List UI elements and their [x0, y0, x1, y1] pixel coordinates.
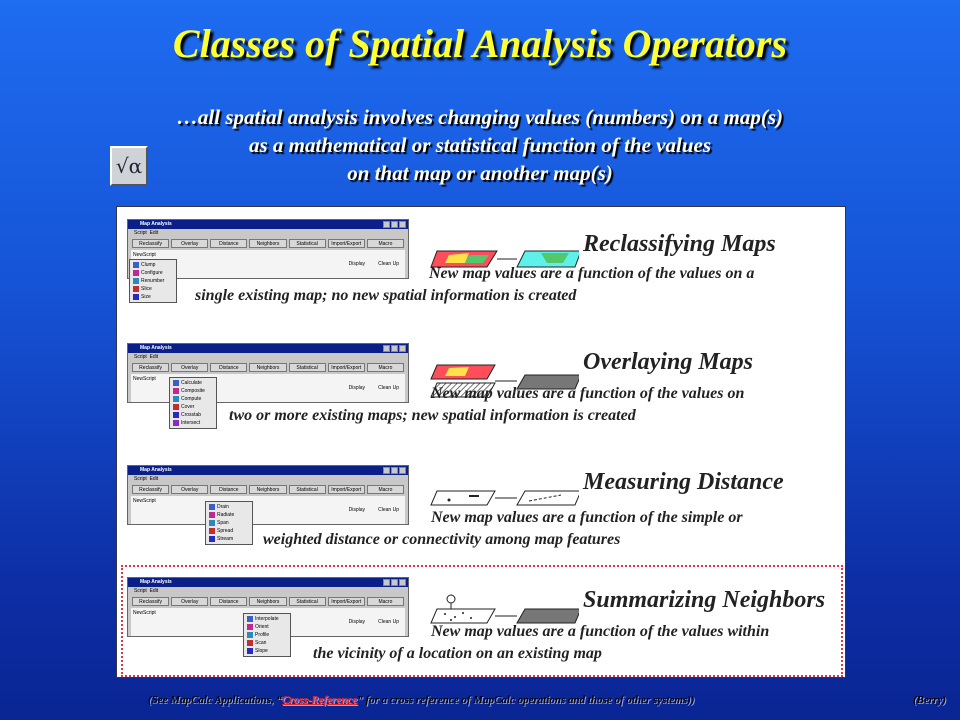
subtitle-line-1: …all spatial analysis involves changing values (numbers) on a map(s) [176, 105, 784, 129]
distance-menu [205, 501, 253, 545]
menu-item[interactable]: Profile [245, 631, 289, 639]
btn-distance[interactable]: Distance [210, 597, 247, 606]
display-label[interactable]: Display [348, 385, 365, 391]
menu-item[interactable]: Composite [171, 387, 215, 395]
btn-neighbors[interactable]: Neighbors [249, 239, 286, 248]
menu-item[interactable]: Scan [245, 639, 289, 647]
operator-desc-1: New map values are a function of the values within [431, 623, 770, 640]
subtitle-line-2: as a mathematical or statistical function of the values [248, 133, 712, 157]
btn-statistical[interactable]: Statistical [289, 363, 326, 372]
footer-suffix: ” for a cross reference of MapCalc operations and those of other systems)) [357, 694, 695, 706]
cleanup-label[interactable]: Clean Up [378, 619, 399, 625]
btn-distance[interactable]: Distance [210, 485, 247, 494]
script-name: NewScript [133, 252, 156, 258]
operator-desc-2: single existing map; no new spatial information is created [195, 287, 577, 304]
menu-item[interactable]: Orient [245, 623, 289, 631]
btn-neighbors[interactable]: Neighbors [249, 597, 286, 606]
script-name: NewScript [133, 610, 156, 616]
btn-distance[interactable]: Distance [210, 239, 247, 248]
btn-macro[interactable]: Macro [367, 239, 404, 248]
operator-row-reclassify [117, 207, 847, 325]
menu-item[interactable]: Radiate [207, 511, 251, 519]
display-label[interactable]: Display [348, 619, 365, 625]
cleanup-label[interactable]: Clean Up [378, 261, 399, 267]
btn-neighbors[interactable]: Neighbors [249, 363, 286, 372]
slide-title: Classes of Spatial Analysis Operators [172, 21, 788, 66]
btn-statistical[interactable]: Statistical [289, 239, 326, 248]
menu-item[interactable]: Interpolate [245, 615, 289, 623]
script-name: NewScript [133, 498, 156, 504]
footer-credit: (Berry) [913, 694, 946, 706]
operator-name: Summarizing Neighbors [583, 587, 826, 613]
footer-note [148, 694, 695, 706]
menu-item[interactable]: Configure [131, 269, 175, 277]
menu-item[interactable]: Intersect [171, 419, 215, 427]
footer [0, 694, 960, 714]
btn-neighbors[interactable]: Neighbors [249, 485, 286, 494]
operator-desc-2: weighted distance or connectivity among map features [263, 531, 621, 548]
menu-item[interactable]: Clump [131, 261, 175, 269]
btn-macro[interactable]: Macro [367, 485, 404, 494]
btn-reclassify[interactable]: Reclassify [132, 485, 169, 494]
btn-overlay[interactable]: Overlay [171, 597, 208, 606]
operator-name: Overlaying Maps [583, 349, 753, 375]
window-title: Map Analysis [140, 345, 172, 351]
overlay-menu [169, 377, 217, 429]
operator-desc-1: New map values are a function of the values on a [429, 265, 755, 282]
menu-item[interactable]: Slice [131, 285, 175, 293]
sqrt-alpha-icon[interactable]: √α [110, 146, 148, 186]
btn-macro[interactable]: Macro [367, 363, 404, 372]
btn-distance[interactable]: Distance [210, 363, 247, 372]
window-title: Map Analysis [140, 579, 172, 585]
menu-item[interactable]: Calculate [171, 379, 215, 387]
operator-row-distance [117, 445, 847, 563]
operator-name: Measuring Distance [583, 469, 784, 495]
menu-script[interactable]: Script [134, 354, 147, 360]
cleanup-label[interactable]: Clean Up [378, 385, 399, 391]
btn-macro[interactable]: Macro [367, 597, 404, 606]
script-name: NewScript [133, 376, 156, 382]
cleanup-label[interactable]: Clean Up [378, 507, 399, 513]
cross-reference-link[interactable]: Cross-Reference [282, 694, 358, 706]
btn-import-export[interactable]: Import/Export [328, 239, 365, 248]
btn-reclassify[interactable]: Reclassify [132, 363, 169, 372]
display-label[interactable]: Display [348, 507, 365, 513]
menu-item[interactable]: Size [131, 293, 175, 301]
menu-script[interactable]: Script [134, 476, 147, 482]
operators-panel [116, 206, 846, 678]
menu-item[interactable]: Cover [171, 403, 215, 411]
footer-prefix: (See MapCalc Applications, “ [148, 694, 283, 706]
menu-item[interactable]: Renumber [131, 277, 175, 285]
operator-row-neighbors [117, 563, 847, 681]
menu-script[interactable]: Script [134, 588, 147, 594]
window-title: Map Analysis [140, 221, 172, 227]
menu-item[interactable]: Span [207, 519, 251, 527]
window-title: Map Analysis [140, 467, 172, 473]
btn-overlay[interactable]: Overlay [171, 363, 208, 372]
operator-name: Reclassifying Maps [583, 231, 776, 257]
menu-item[interactable]: Crosstab [171, 411, 215, 419]
btn-import-export[interactable]: Import/Export [328, 363, 365, 372]
subtitle-line-3: on that map or another map(s) [347, 161, 613, 185]
operator-desc-1: New map values are a function of the values on [431, 385, 745, 402]
display-label[interactable]: Display [348, 261, 365, 267]
operator-desc-2: two or more existing maps; new spatial information is created [229, 407, 636, 424]
reclassify-menu [129, 259, 177, 303]
menu-item[interactable]: Spread [207, 527, 251, 535]
btn-reclassify[interactable]: Reclassify [132, 239, 169, 248]
map-analysis-window [127, 465, 409, 525]
btn-import-export[interactable]: Import/Export [328, 485, 365, 494]
btn-overlay[interactable]: Overlay [171, 239, 208, 248]
menu-item[interactable]: Stream [207, 535, 251, 543]
btn-import-export[interactable]: Import/Export [328, 597, 365, 606]
menu-edit[interactable]: Edit [149, 588, 159, 594]
btn-statistical[interactable]: Statistical [289, 597, 326, 606]
menu-edit[interactable]: Edit [149, 230, 159, 236]
btn-reclassify[interactable]: Reclassify [132, 597, 169, 606]
operator-desc-2: the vicinity of a location on an existing map [313, 645, 602, 662]
operator-row-overlay [117, 325, 847, 443]
menu-edit[interactable]: Edit [149, 354, 159, 360]
neighbors-menu [243, 613, 291, 657]
menu-script[interactable]: Script [134, 230, 147, 236]
menu-item[interactable]: Slope [245, 647, 289, 655]
menu-item[interactable]: Drain [207, 503, 251, 511]
btn-statistical[interactable]: Statistical [289, 485, 326, 494]
menu-item[interactable]: Compute [171, 395, 215, 403]
menu-edit[interactable]: Edit [149, 476, 159, 482]
operator-desc-1: New map values are a function of the simple or [431, 509, 743, 526]
btn-overlay[interactable]: Overlay [171, 485, 208, 494]
